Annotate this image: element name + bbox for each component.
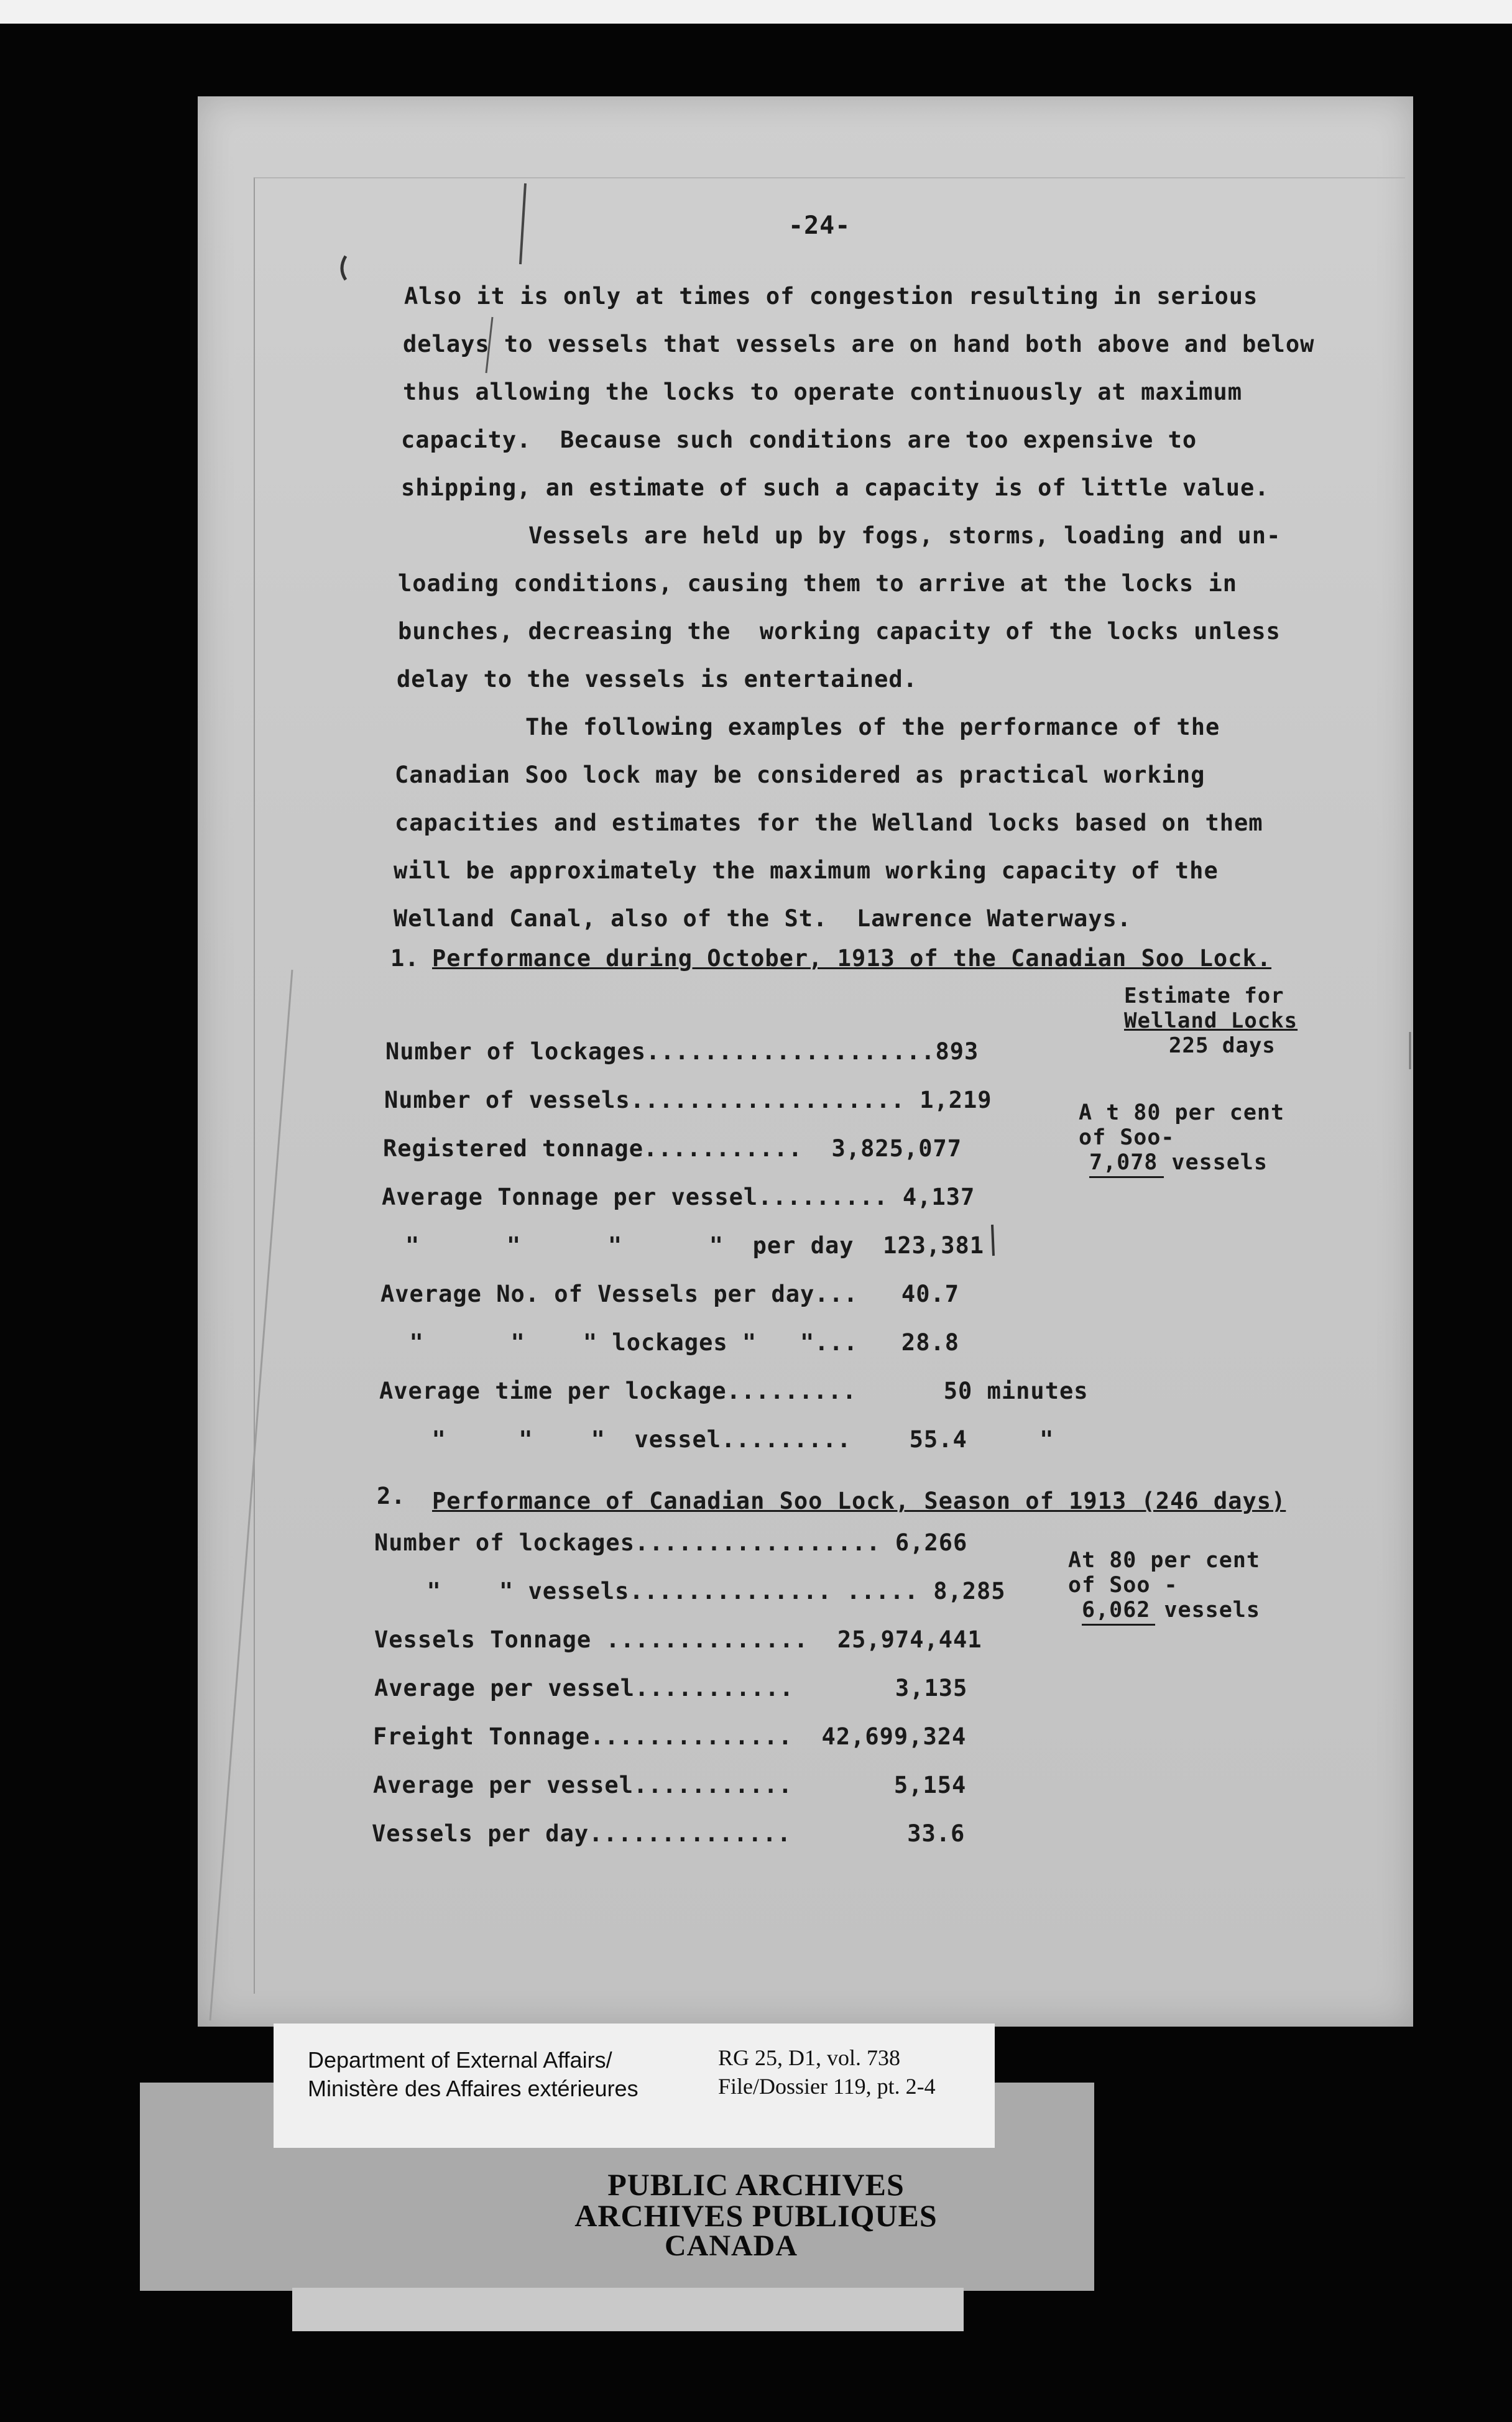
s1-row-avg-tonnage-vessel: Average Tonnage per vessel......... 4,137	[382, 1184, 975, 1210]
reference-file: File/Dossier 119, pt. 2-4	[718, 2074, 936, 2099]
estimate-header-line3: 225 days	[1169, 1033, 1276, 1058]
s1-row-lockages: Number of lockages....................893	[385, 1038, 979, 1065]
s1-row-vessels: Number of vessels................... 1,219	[384, 1087, 992, 1113]
s2-side-note-line3: 6,062 vessels	[1082, 1598, 1260, 1623]
para1-line3: thus allowing the locks to operate continuously at maximum	[403, 379, 1243, 405]
para3-line3: capacities and estimates for the Welland locks based on them	[395, 809, 1263, 836]
para1-line1: Also it is only at times of congestion resulting in serious	[404, 283, 1258, 310]
page-number: -24-	[788, 211, 851, 240]
s2-row-vessels-per-day: Vessels per day.............. 33.6	[372, 1820, 966, 1847]
para3-line2: Canadian Soo lock may be considered as practical working	[395, 762, 1205, 788]
para2-line4: delay to the vessels is entertained.	[397, 666, 918, 693]
s2-side-note-line1: At 80 per cent	[1068, 1548, 1261, 1573]
s2-row-avg-per-vessel-1: Average per vessel........... 3,135	[374, 1675, 968, 1701]
para1-line4: capacity. Because such conditions are too expensive to	[401, 426, 1197, 453]
s1-row-avg-time-lockage: Average time per lockage......... 50 minutes	[379, 1378, 1089, 1404]
para2-line2: loading conditions, causing them to arrive at the locks in	[398, 570, 1238, 597]
dept-french: Ministère des Affaires extérieures	[308, 2076, 638, 2101]
para3-line5: Welland Canal, also of the St. Lawrence Waterways.	[394, 905, 1132, 932]
s1-side-note-line2: of Soo-	[1079, 1125, 1175, 1150]
reference-rg: RG 25, D1, vol. 738	[718, 2045, 901, 2070]
fold-line	[210, 970, 292, 2020]
estimate-header-line2: Welland Locks	[1124, 1008, 1298, 1033]
s2-side-note-line2: of Soo -	[1068, 1573, 1178, 1598]
stamp-canada: CANADA	[665, 2229, 798, 2262]
para2-line1: Vessels are held up by fogs, storms, loading and un-	[528, 522, 1281, 549]
section1-number: 1.	[390, 945, 420, 972]
s1-row-avg-vessels-day: Average No. of Vessels per day... 40.7	[380, 1281, 960, 1307]
tick-mark	[992, 1225, 993, 1256]
s2-row-freight-tonnage: Freight Tonnage.............. 42,699,324	[373, 1723, 967, 1750]
margin-mark	[342, 256, 346, 280]
section1-heading: Performance during October, 1913 of the Canadian Soo Lock.	[432, 945, 1272, 972]
s2-row-vessels: " " vessels.............. ..... 8,285	[398, 1578, 1006, 1605]
stamp-public-archives: PUBLIC ARCHIVES	[607, 2167, 905, 2202]
estimate-header-line1: Estimate for	[1124, 983, 1284, 1008]
s1-row-registered-tonnage: Registered tonnage........... 3,825,077	[383, 1135, 962, 1162]
s1-row-avg-lockages-day: " " " lockages " "... 28.8	[380, 1329, 960, 1356]
stamp-archives-publiques: ARCHIVES PUBLIQUES	[574, 2198, 938, 2233]
s2-row-vessels-tonnage: Vessels Tonnage .............. 25,974,441	[374, 1626, 982, 1653]
pen-stroke	[520, 183, 525, 264]
s1-row-avg-time-vessel: " " " vessel......... 55.4 "	[403, 1426, 1054, 1453]
dept-english: Department of External Affairs/	[308, 2047, 612, 2073]
s1-side-note-line1: A t 80 per cent	[1079, 1100, 1285, 1125]
s1-side-note-line3: 7,078 vessels	[1089, 1150, 1268, 1175]
archive-reference-label	[274, 2024, 995, 2148]
s2-row-avg-per-vessel-2: Average per vessel........... 5,154	[373, 1772, 967, 1798]
section2-number: 2.	[377, 1483, 406, 1509]
para1-line2: delays to vessels that vessels are on hand both above and below	[403, 331, 1315, 357]
section2-heading: Performance of Canadian Soo Lock, Season of 1913 (246 days)	[432, 1488, 1286, 1514]
para3-line1: The following examples of the performance of the	[525, 714, 1220, 740]
para1-line5: shipping, an estimate of such a capacity is of little value.	[401, 474, 1270, 501]
para3-line4: will be approximately the maximum working capacity of the	[394, 857, 1219, 884]
pen-stroke-2	[486, 317, 492, 373]
archive-stamp-backing-lower	[292, 2288, 964, 2331]
para2-line3: bunches, decreasing the working capacity of the locks unless	[398, 618, 1281, 645]
s1-row-avg-tonnage-day: " " " " per day 123,381	[405, 1232, 985, 1259]
s2-row-lockages: Number of lockages................. 6,266	[374, 1529, 968, 1556]
